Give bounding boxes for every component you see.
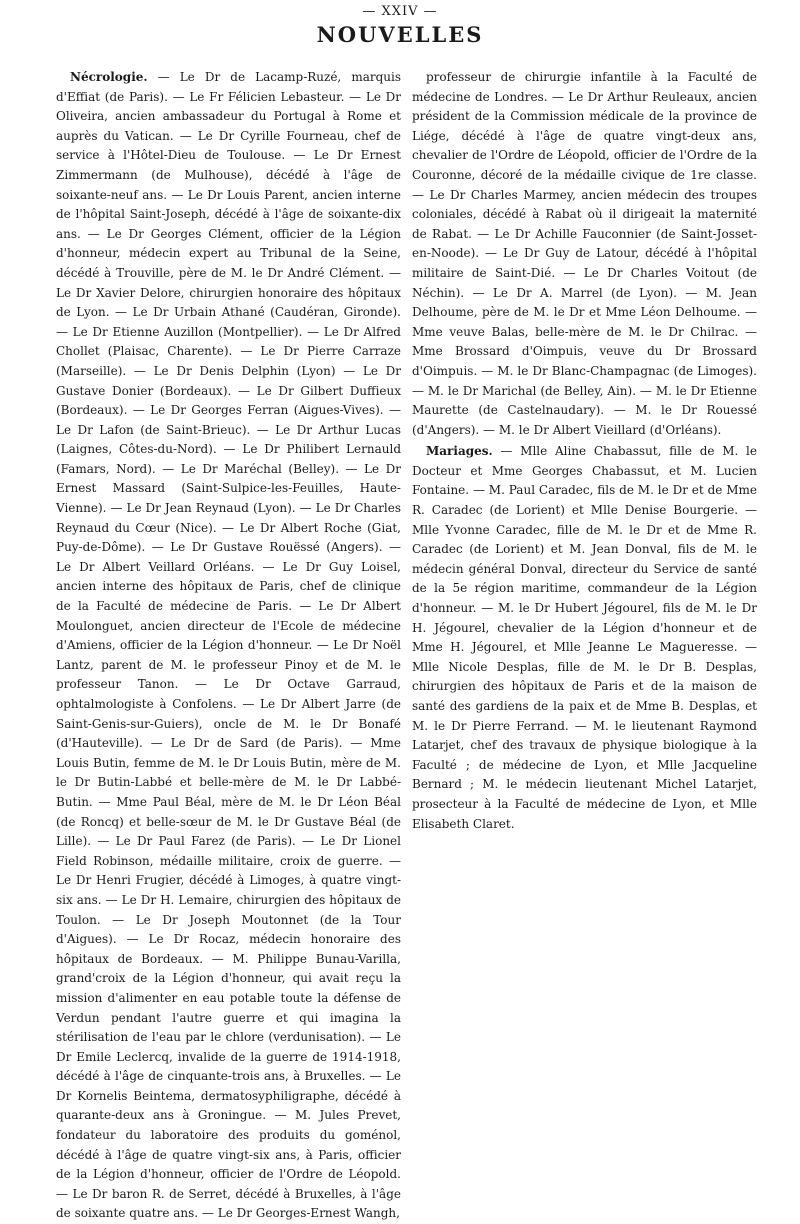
obituaries-paragraph xyxy=(56,68,401,1224)
marriages-text: — Mlle Aline Chabassut, fille de M. le Docteur et Mme Georges Chabassut, et M. Lucien Fontaine. — M. Paul Caradec, fils de M. le Dr et de Mme R. Caradec (de Lorient) et Mlle Denise Bourgerie. — Mlle Yvonne Caradec, fille de M. le Dr et de Mme R. Caradec (de Lorient) et M. Jean Donval, fils de M. le médecin général Donval, directeur du Service de santé de la 5e région maritime, commandeur de la Légion d'honneur. — M. le Dr Hubert Jégourel, fils de M. le Dr H. Jégourel, chevalier de la Légion d'honneur et de Mme H. Jégourel, et Mlle Jeanne Le Magueresse. — Mlle Nicole Desplas, fille de M. le Dr B. Desplas, chirurgien des hôpitaux de Paris et de la maison de santé des gardiens de la paix et de Mme B. Desplas, et M. le Dr Pierre Ferrand. — M. le lieutenant Raymond Latarjet, chef des travaux de physique biologique à la Faculté ; de médecine de Lyon, et Mlle Jacqueline Bernard ; M. le médecin lieutenant Michel Latarjet, prosecteur à la Faculté de médecine de Lyon, et Mlle Elisabeth Claret. xyxy=(412,444,757,831)
marriages-paragraph xyxy=(412,442,757,834)
right-column xyxy=(412,68,757,834)
obituaries-continuation: professeur de chirurgie infantile à la Faculté de médecine de Londres. — Le Dr Arthur Reuleaux, ancien président de la Commission médicale de la province de Liége, décédé à l'âge de quatre vingt-deux ans, chevalier de l'Ordre de Léopold, officier de l'Ordre de la Couronne, décoré de la médaille civique de 1re classe. — Le Dr Charles Marmey, ancien médecin des troupes coloniales, décédé à Rabat où il dirigeait la maternité de Rabat. — Le Dr Achille Fauconnier (de Saint-Josset-en-Noode). — Le Dr Guy de Latour, décédé à l'hôpital militaire de Saint-Dié. — Le Dr Charles Voitout (de Néchin). — Le Dr A. Marrel (de Lyon). — M. Jean Delhoume, père de M. le Dr et Mme Léon Delhoume. — Mme veuve Balas, belle-mère de M. le Dr Chilrac. — Mme Brossard d'Oimpuis, veuve du Dr Brossard d'Oimpuis. — M. le Dr Blanc-Champagnac (de Limoges). — M. le Dr Marichal (de Belley, Ain). — M. le Dr Etienne Maurette (de Castelnaudary). — M. le Dr Rouessé (d'Angers). — M. le Dr Albert Vieillard (d'Orléans). xyxy=(412,70,757,437)
obituaries-heading: Nécrologie. xyxy=(70,70,148,84)
page-title: NOUVELLES xyxy=(316,22,484,47)
left-column xyxy=(56,68,401,1224)
obituaries-text: — Le Dr de Lacamp-Ruzé, marquis d'Effiat (de Paris). — Le Fr Félicien Lebasteur. — Le Dr Oliveira, ancien ambassadeur du Portugal à Rome et auprès du Vatican. — Le Dr Cyrille Fourneau, chef de service à l'Hôtel-Dieu de Toulouse. — Le Dr Ernest Zimmermann (de Mulhouse), décédé à l'âge de soixante-neuf ans. — Le Dr Louis Parent, ancien interne de l'hôpital Saint-Joseph, décédé à l'âge de soixante-dix ans. — Le Dr Georges Clément, officier de la Légion d'honneur, médecin expert au Tribunal de la Seine, décédé à Trouville, père de M. le Dr André Clément. — Le Dr Xavier Delore, chirurgien honoraire des hôpitaux de Lyon. — Le Dr Urbain Athané (Caudéran, Gironde). — Le Dr Etienne Auzillon (Montpellier). — Le Dr Alfred Chollet (Plaisac, Charente). — Le Dr Pierre Carraze (Marseille). — Le Dr Denis Delphin (Lyon) — Le Dr Gustave Donier (Bordeaux). — Le Dr Gilbert Duffieux (Bordeaux). — Le Dr Georges Ferran (Aigues-Vives). — Le Dr Lafon (de Saint-Brieuc). — Le Dr Arthur Lucas (Laignes, Côtes-du-Nord). — Le Dr Philibert Lernauld (Famars, Nord). — Le Dr Maréchal (Belley). — Le Dr Ernest Massard (Saint-Sulpice-les-Feuilles, Haute-Vienne). — Le Dr Jean Reynaud (Lyon). — Le Dr Charles Reynaud du Cœur (Nice). — Le Dr Albert Roche (Giat, Puy-de-Dôme). — Le Dr Gustave Rouëssé (Angers). — Le Dr Albert Veillard Orléans. — Le Dr Guy Loisel, ancien interne des hôpitaux de Paris, chef de clinique de la Faculté de médecine de Paris. — Le Dr Albert Moulonguet, ancien directeur de l'Ecole de médecine d'Amiens, officier de la Légion d'honneur. — Le Dr Noël Lantz, parent de M. le professeur Pinoy et de M. le professeur Tanon. — Le Dr Octave Garraud, ophtalmologiste à Confolens. — Le Dr Albert Jarre (de Saint-Genis-sur-Guiers), oncle de M. le Dr Bonafé (d'Hauteville). — Le Dr de Sard (de Paris). — Mme Louis Butin, femme de M. le Dr Louis Butin, mère de M. le Dr Butin-Labbé et belle-mère de M. le Dr Labbé-Butin. — Mme Paul Béal, mère de M. le Dr Léon Béal (de Roncq) et belle-sœur de M. le Dr Gustave Béal (de Lille). — Le Dr Paul Farez (de Paris). — Le Dr Lionel Field Robinson, médaille militaire, croix de guerre. — Le Dr Henri Frugier, décédé à Limoges, à quatre vingt-six ans. — Le Dr H. Lemaire, chirurgien des hôpitaux de Toulon. — Le Dr Joseph Moutonnet (de la Tour d'Aigues). — Le Dr Rocaz, médecin honoraire des hôpitaux de Bordeaux. — M. Philippe Bunau-Varilla, grand'croix de la Légion d'honneur, qui avait reçu la mission d'alimenter en eau potable toute la défense de Verdun pendant l'autre guerre et qui imagina la stérilisation de l'eau par le chlore (verdunisation). — Le Dr Emile Leclercq, invalide de la guerre de 1914-1918, décédé à l'âge de cinquante-trois ans, à Bruxelles. — Le Dr Kornelis Beintema, dermatosyphiligraphe, décédé à quarante-deux ans à Groningue. — M. Jules Prevet, fondateur du laboratoire des produits du goménol, décédé à l'âge de quatre vingt-six ans, à Paris, officier de la Légion d'honneur, officier de l'Ordre de Léopold. — Le Dr baron R. de Serret, décédé à Bruxelles, à l'âge de soixante quatre ans. — Le Dr Georges-Ernest Wangh, xyxy=(56,70,401,1221)
marriages-heading: Mariages. xyxy=(426,444,493,459)
page-folio: — XXIV — xyxy=(362,4,438,19)
